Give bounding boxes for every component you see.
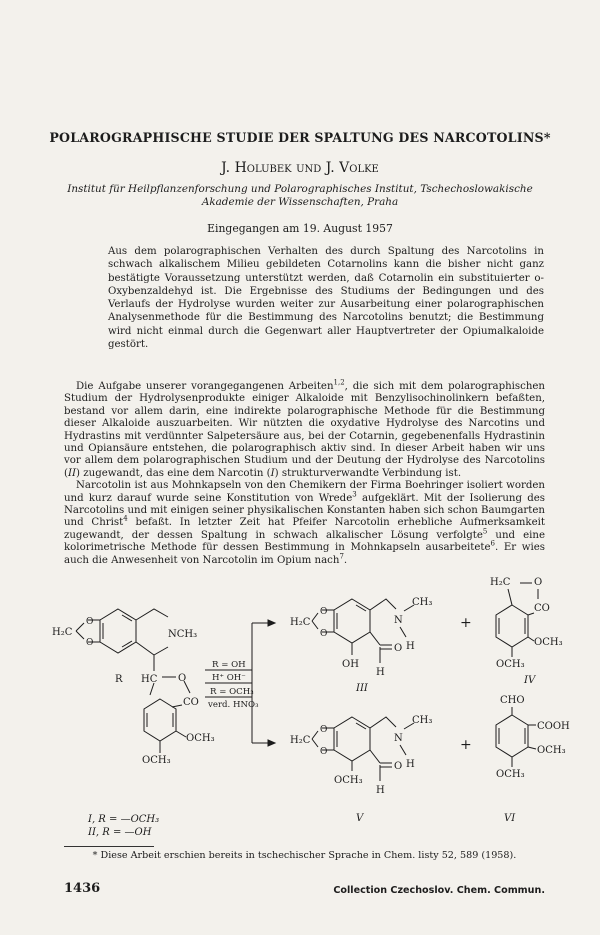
iii-o-bottom: O	[320, 629, 328, 639]
vi-cho: CHO	[500, 695, 525, 706]
left-h2c: H₂C	[52, 627, 73, 638]
iii-n: N	[394, 615, 403, 626]
vi-benzene-ring	[496, 715, 528, 757]
vi-och3-bottom: OCH₃	[496, 769, 525, 780]
left-o-bottom: O	[86, 638, 94, 648]
paragraph-1	[64, 378, 545, 480]
left-lactone-o: O	[178, 673, 187, 684]
reaction-arrows	[205, 620, 275, 746]
v-ch3: CH₃	[412, 715, 433, 726]
legend-ii: II, R = —OH	[88, 827, 152, 838]
p1-text-d: ) zugewandt, das eine dem Narcotin (	[76, 467, 271, 479]
abstract	[108, 245, 544, 351]
p2-text-a: Narcotolin ist aus Mohnkapseln von den Chemikern der Firma Boehringer isoliert worden und kurz darauf wurde seine Konstitution von Wrede	[64, 480, 545, 504]
p1-text-f: ) strukturverwandte Verbindung ist.	[274, 467, 462, 479]
label-iii: III	[356, 683, 368, 694]
reaction-scheme	[0, 565, 600, 865]
ref-4[interactable]: 4	[123, 515, 128, 524]
p2-text-c: befaßt. In letzter Zeit hat Pfeifer Narcotolin erhebliche Aufmerksamkeit zugewandt, der dessen Spaltung in schwach alkalischer Lösung verfolgte	[64, 517, 545, 541]
iii-h: H	[406, 641, 415, 652]
left-lower-ring	[144, 699, 176, 741]
authors: J. Holubek und J. Volke	[221, 160, 379, 176]
condition-1: R = OH	[212, 660, 246, 670]
paragraph-2	[64, 480, 545, 567]
institute: Institut für Heilpflanzenforschung und Polarographisches Institut, Tschechoslowakische Akademie der Wissenschaften, Praha	[67, 183, 533, 208]
ref-1-2[interactable]: 1,2	[333, 378, 345, 387]
iv-och3-bottom: OCH₃	[496, 659, 525, 670]
page-number: 1436	[64, 881, 101, 896]
left-co: CO	[183, 697, 199, 708]
ref-6[interactable]: 6	[490, 539, 495, 548]
compound-ref-i: I	[270, 467, 275, 479]
structure-vi	[496, 707, 536, 767]
v-benzene-ring	[334, 717, 370, 761]
condition-3: R = OCH₃	[210, 687, 254, 697]
received-date: Eingegangen am 19. August 1957	[207, 222, 393, 235]
iii-h-bottom: H	[376, 667, 385, 678]
abstract-text: Aus dem polarographischen Verhalten des durch Spaltung des Narcotolins in schwach alkalischem Milieu gebildeten Cotarnolins kann die bisher nicht ganz bestätigte Voraussetzung unterstützt werden, daß Cotarnolin ein substituierter o-Oxybenzaldehyd ist. Die Ergebnisse des Studiums der Bedingungen und des Verlaufs der Hydrolyse wurden weiter zur Ausarbeitung einer polarographischen Analysenmethode für die Bestimmung des Narcotolins benutzt; die Bestimmung wird nicht einmal durch die Gegenwart aller Hauptvertreter der Opiumalkaloide gestört.	[108, 246, 544, 351]
ref-5[interactable]: 5	[482, 527, 488, 536]
v-h: H	[406, 759, 415, 770]
p2-text-e: . Er wies auch die Anwesenheit von Narcotolin im Opium nach	[64, 542, 545, 566]
left-hc: HC	[141, 674, 158, 685]
iv-benzene-ring	[496, 605, 528, 647]
label-vi: VI	[504, 813, 516, 824]
paper-title: POLAROGRAPHISCHE STUDIE DER SPALTUNG DES NARCOTOLINS*	[49, 130, 551, 145]
left-o-top: O	[86, 617, 94, 627]
left-och3-side: OCH₃	[186, 733, 215, 744]
iv-o: O	[534, 577, 543, 588]
p2-text-b: aufgeklärt. Mit der Isolierung des Narcotolins und mit einigen seiner physikalischen Konstanten haben sich schon Baumgarten und Christ	[64, 492, 546, 529]
iii-o: O	[394, 643, 403, 654]
p1-text-b: , die sich mit dem polarographischen Studium der Hydrolysenprodukte einiger Alkaloide mit Benzylisochinolinkern befaßten, bestand vor allem darin, eine indirekte polarographische Methode für die Bestimmung dieser Alkaloide auszuarbeiten. Wir nützten die oxydative Hydrolyse des Narcotins und Hydrastins mit verdünnter Salpetersäure aus, bei der Cotarnin, gegebenenfalls Hydrastinin und Opiansäure entstehen, die polarographisch aktiv sind. In dieser Arbeit haben wir uns vor allem dem polarographischen Studium und der Deutung der Hydrolyse des Narcotolins (	[64, 381, 545, 479]
footnote: * Diese Arbeit erschien bereits in tschechischer Sprache in Chem. listy 52, 589 (1958).	[92, 850, 517, 861]
label-v: V	[356, 813, 364, 824]
ref-3[interactable]: 3	[352, 490, 357, 499]
v-h2c: H₂C	[290, 735, 311, 746]
ref-7[interactable]: 7	[339, 552, 344, 561]
p2-text-f: .	[343, 554, 348, 566]
legend-i: I, R = —OCH₃	[88, 814, 160, 825]
iv-co: CO	[534, 603, 550, 614]
iii-h2c: H₂C	[290, 617, 311, 628]
reaction-scheme-svg	[0, 565, 600, 865]
compound-ref-ii: II	[67, 467, 77, 479]
left-r: R	[115, 674, 123, 685]
v-o: O	[394, 761, 403, 772]
body-text	[64, 378, 546, 567]
left-och3-bottom: OCH₃	[142, 755, 171, 766]
plus-top: +	[460, 615, 472, 631]
v-n: N	[394, 733, 403, 744]
v-och3: OCH₃	[334, 775, 363, 786]
label-iv: IV	[524, 675, 536, 686]
structure-iv	[496, 583, 538, 657]
iii-benzene-ring	[334, 599, 370, 643]
iii-oh: OH	[342, 659, 359, 670]
condition-4: verd. HNO₃	[208, 700, 259, 710]
p2-text-d: und eine kolorimetrische Methode für dessen Bestimmung in Mohnkapseln ausarbeitete	[64, 529, 546, 554]
iii-o-top: O	[320, 607, 328, 617]
p1-text-a: Die Aufgabe unserer vorangegangenen Arbeiten	[76, 381, 334, 392]
iv-h2c: H₂C	[490, 577, 511, 588]
left-nch3: NCH₃	[168, 629, 198, 640]
vi-cooh: COOH	[537, 721, 570, 732]
journal-name: Collection Czechoslov. Chem. Commun.	[333, 885, 545, 896]
iii-ch3: CH₃	[412, 597, 433, 608]
plus-bottom: +	[460, 737, 472, 753]
iv-och3-side: OCH₃	[534, 637, 563, 648]
v-o-top: O	[320, 725, 328, 735]
condition-2: H⁺ OH⁻	[212, 673, 246, 683]
footnote-rule	[64, 846, 154, 847]
v-h-bottom: H	[376, 785, 385, 796]
left-benzene-ring	[100, 609, 136, 653]
vi-och3-side: OCH₃	[537, 745, 566, 756]
v-o-bottom: O	[320, 747, 328, 757]
